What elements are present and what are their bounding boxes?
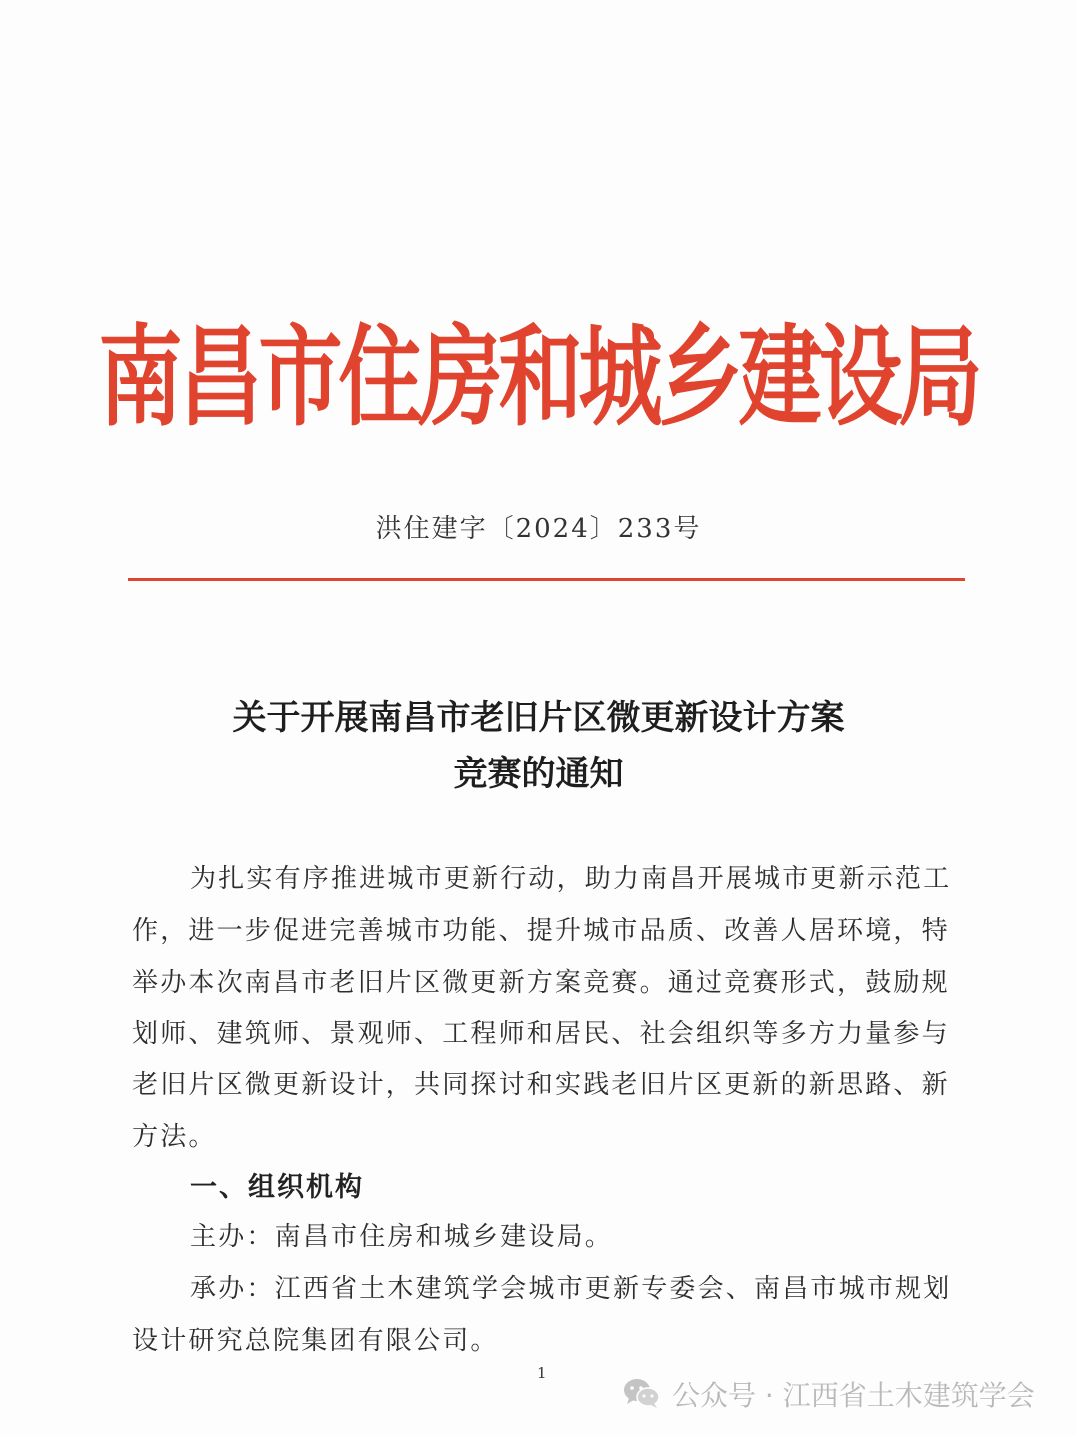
paragraph-line: 方法。 xyxy=(132,1122,217,1152)
organizer-line: 设计研究总院集团有限公司。 xyxy=(132,1326,499,1356)
paragraph-line: 老旧片区微更新设计，共同探讨和实践老旧片区更新的新思路、新 xyxy=(132,1070,950,1100)
paragraph-line: 划师、建筑师、景观师、工程师和居民、社会组织等多方力量参与 xyxy=(132,1019,950,1049)
notice-title-line-2: 竞赛的通知 xyxy=(453,754,624,794)
document-number: 洪住建字〔2024〕233号 xyxy=(375,514,702,544)
paragraph-line: 举办本次南昌市老旧片区微更新方案竞赛。通过竞赛形式，鼓励规 xyxy=(132,968,950,998)
watermark-text: 公众号 · 江西省土木建筑学会 xyxy=(672,1379,1035,1412)
paragraph-line: 为扎实有序推进城市更新行动，助力南昌开展城市更新示范工 xyxy=(190,864,952,894)
watermark xyxy=(622,1374,1035,1414)
host-line: 主办：南昌市住房和城乡建设局。 xyxy=(190,1222,614,1252)
page-number: 1 xyxy=(537,1364,547,1382)
organizer-line: 承办：江西省土木建筑学会城市更新专委会、南昌市城市规划 xyxy=(190,1274,952,1304)
red-divider xyxy=(128,578,965,581)
issuer-header: 南昌市住房和城乡建设局 xyxy=(98,313,979,441)
section-heading: 一、组织机构 xyxy=(190,1172,364,1203)
notice-title-line-1: 关于开展南昌市老旧片区微更新设计方案 xyxy=(232,698,845,738)
wechat-icon xyxy=(622,1377,662,1411)
paragraph-line: 作，进一步促进完善城市功能、提升城市品质、改善人居环境，特 xyxy=(132,916,950,946)
